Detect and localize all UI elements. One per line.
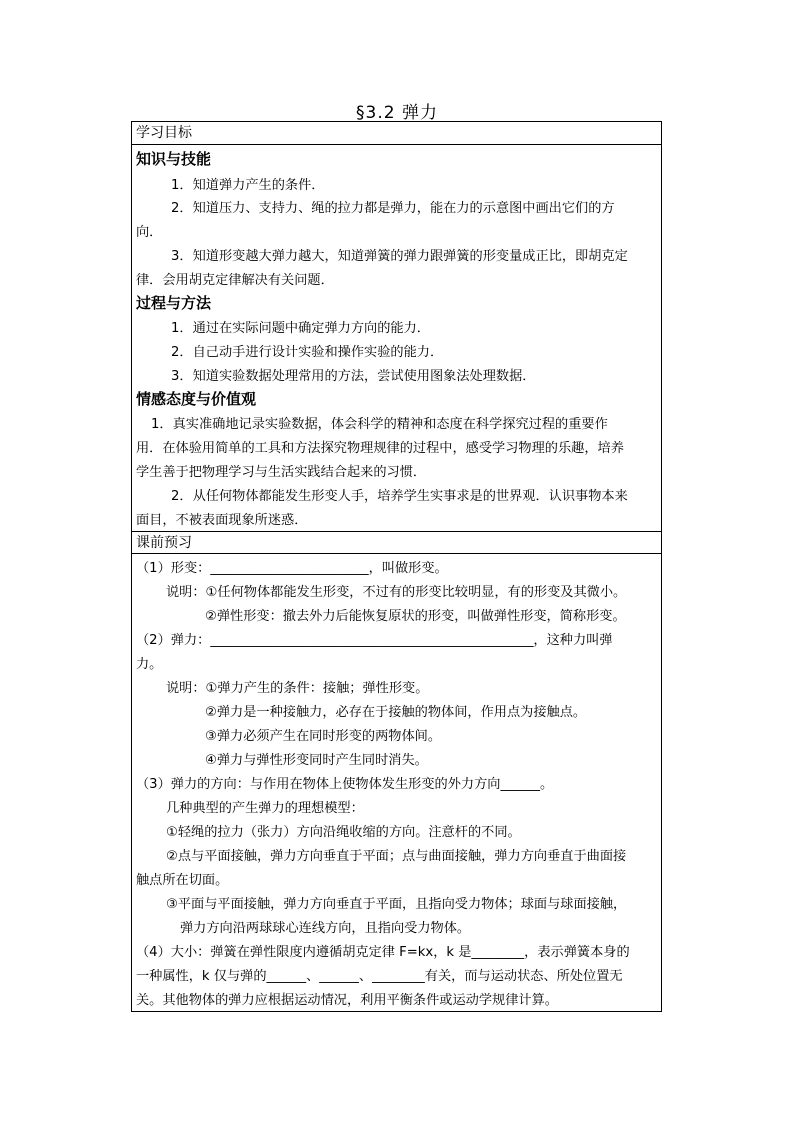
preview-q3-sub: 几种典型的产生弹力的理想模型： bbox=[166, 801, 364, 816]
preview-q1-note-1: 说明：①任何物体都能发生形变，不过有的形变比较明显，有的形变及其微小。 bbox=[166, 585, 627, 600]
header-divider-goals bbox=[131, 144, 662, 145]
preview-q4-cont2: 关。其他物体的弹力应根据运动情况，利用平衡条件或运动学规律计算。 bbox=[136, 993, 558, 1008]
attitude-item-1-cont: 用．在体验用简单的工具和方法探究物理规律的过程中，感受学习物理的乐趣，培养 bbox=[136, 441, 624, 456]
process-item-1: 1．通过在实际问题中确定弹力方向的能力． bbox=[171, 321, 430, 336]
knowledge-item-2-cont: 向． bbox=[136, 225, 163, 240]
preview-header: 课前预习 bbox=[136, 535, 192, 551]
preview-q3-model-3-cont: 弹力方向沿两球球心连线方向，且指向受力物体。 bbox=[180, 921, 471, 936]
attitude-item-2: 2．从任何物体都能发生形变人手，培养学生实事求是的世界观．认识事物本来 bbox=[171, 489, 628, 504]
preview-q3-model-1: ①轻绳的拉力（张力）方向沿绳收缩的方向。注意杆的不同。 bbox=[166, 825, 521, 840]
preview-q3-model-3: ③平面与平面接触，弹力方向垂直于平面，且指向受力物体；球面与球面接触， bbox=[166, 897, 627, 912]
preview-q2-note-4: ④弹力与弹性形变同时产生同时消失。 bbox=[205, 753, 428, 768]
knowledge-item-3-cont: 律．会用胡克定律解决有关问题． bbox=[136, 273, 334, 288]
attitude-item-1: 1．真实准确地记录实验数据，体会科学的精神和态度在科学探究过程的重要作 bbox=[151, 417, 608, 432]
preview-q4: （4）大小：弹簧在弹性限度内遵循胡克定律 F=kx，k 是________，表示弹簧本身的 bbox=[136, 945, 630, 960]
goals-header: 学习目标 bbox=[136, 125, 192, 141]
preview-q1: （1）形变：________________________，叫做形变。 bbox=[136, 561, 448, 576]
section-divider bbox=[131, 531, 662, 532]
knowledge-heading: 知识与技能 bbox=[136, 150, 212, 168]
attitude-item-2-cont: 面目，不被表面现象所迷惑． bbox=[136, 513, 308, 528]
preview-q2-note-3: ③弹力必须产生在同时形变的两物体间。 bbox=[205, 729, 442, 744]
knowledge-item-2: 2．知道压力、支持力、绳的拉力都是弹力，能在力的示意图中画出它们的方 bbox=[171, 201, 615, 216]
process-item-2: 2．自己动手进行设计实验和操作实验的能力． bbox=[171, 345, 444, 360]
knowledge-item-3: 3．知道形变越大弹力越大，知道弹簧的弹力跟弹簧的形变量成正比，即胡克定 bbox=[171, 249, 628, 264]
preview-q2-note-1: 说明：①弹力产生的条件：接触；弹性形变。 bbox=[166, 681, 429, 696]
preview-q4-cont: 一种属性，k 仅与弹的______、______、________有关，而与运动状态、所处位置无 bbox=[136, 969, 623, 984]
preview-q3-model-2-cont: 触点所在切面。 bbox=[136, 873, 229, 888]
attitude-item-1-cont2: 学生善于把物理学习与生活实践结合起来的习惯． bbox=[136, 465, 427, 480]
preview-q3-model-2: ②点与平面接触，弹力方向垂直于平面；点与曲面接触，弹力方向垂直于曲面接 bbox=[166, 849, 627, 864]
page-title: §3.2 弹力 bbox=[356, 103, 438, 123]
preview-q1-note-2: ②弹性形变：撤去外力后能恢复原状的形变，叫做弹性形变，简称形变。 bbox=[205, 609, 626, 624]
header-divider-preview bbox=[131, 553, 662, 554]
attitude-heading: 情感态度与价值观 bbox=[136, 390, 257, 408]
process-item-3: 3．知道实验数据处理常用的方法，尝试使用图象法处理数据． bbox=[171, 369, 536, 384]
process-heading: 过程与方法 bbox=[136, 294, 212, 312]
preview-q2-cont: 力。 bbox=[136, 657, 163, 672]
knowledge-item-1: 1．知道弹力产生的条件． bbox=[171, 178, 325, 193]
preview-q3: （3）弹力的方向：与作用在物体上使物体发生形变的外力方向______。 bbox=[136, 777, 554, 792]
preview-q2-note-2: ②弹力是一种接触力，必存在于接触的物体间，作用点为接触点。 bbox=[205, 705, 587, 720]
preview-q2: （2）弹力：_________________________________________________，这种力叫弹 bbox=[136, 633, 613, 648]
